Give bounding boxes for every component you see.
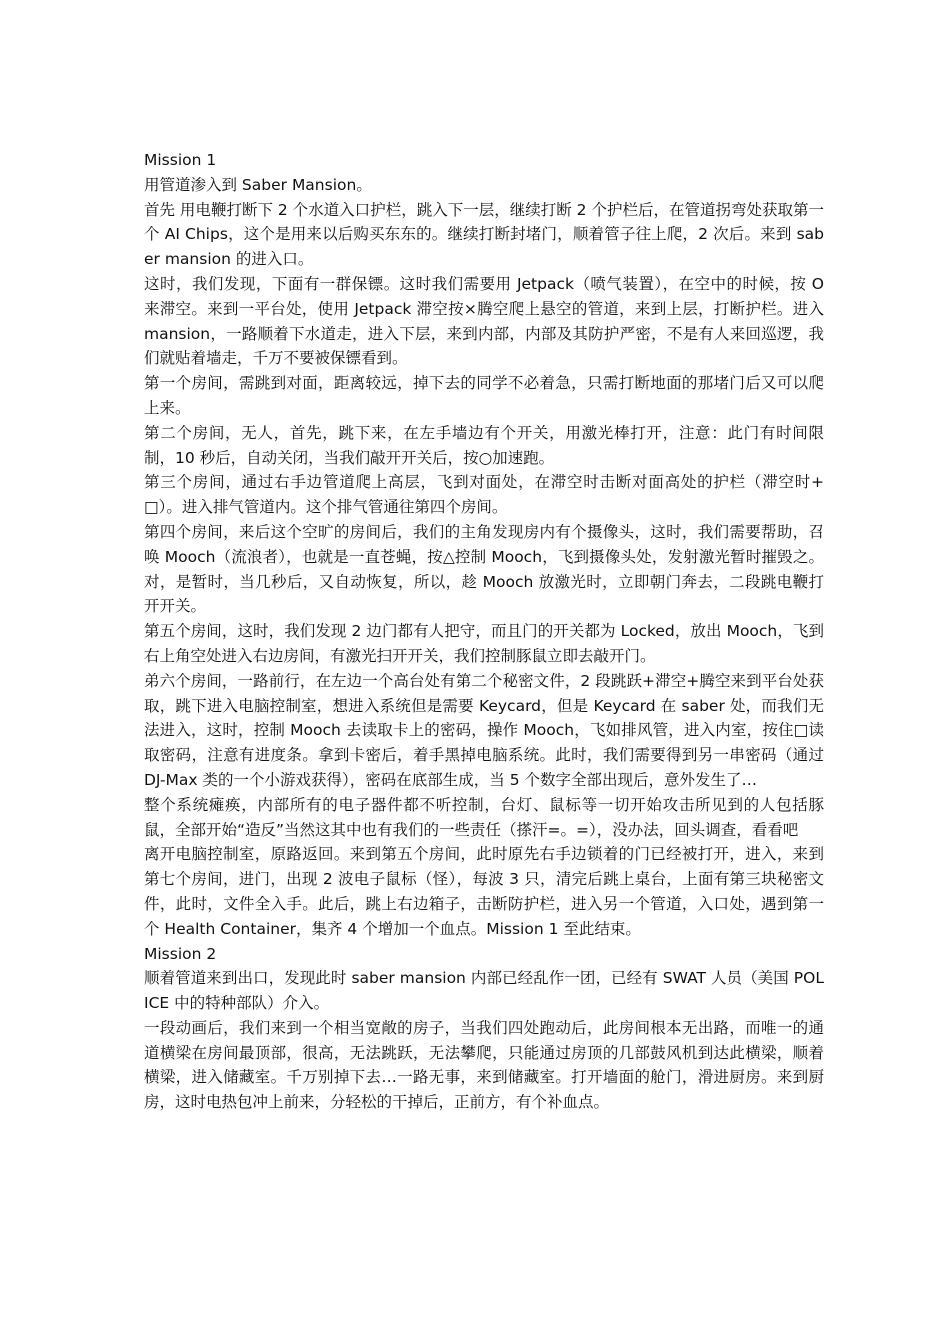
paragraph: 一段动画后，我们来到一个相当宽敞的房子，当我们四处跑动后，此房间根本无出路，而唯一的通道横梁在房间最顶部，很高，无法跳跃，无法攀爬，只能通过房顶的几部鼓风机到达此横梁，顺着横梁，进入储藏室。千万别掉下去…一路无事，来到储藏室。打开墙面的舱门，滑进厨房。来到厨房，这时电热包冲上前来，分轻松的干掉后，正前方，有个补血点。 [144, 1018, 824, 1112]
paragraph: 整个系统瘫痪，内部所有的电子器件都不听控制，台灯、鼠标等一切开始攻击所见到的人包括豚鼠，全部开始“造反”当然这其中也有我们的一些责任（搽汗=。=），没办法，回头调查，看看吧 [144, 795, 824, 839]
paragraph: 这时，我们发现，下面有一群保镖。这时我们需要用 Jetpack（喷气装置），在空中的时候，按 O 来滞空。来到一平台处，使用 Jetpack 滞空按×腾空爬上悬空的管道，来到上层，打断护栏。进入 mansion，一路顺着下水道走，进入下层，来到内部，内部及其防护严密，不是有人来回巡逻，我们就贴着墙走，千万不要被保镖看到。 [144, 274, 824, 368]
paragraph: 顺着管道来到出口，发现此时 saber mansion 内部已经乱作一团，已经有 SWAT 人员（美国 POLICE 中的特种部队）介入。 [144, 969, 824, 1013]
paragraph: 用管道渗入到 Saber Mansion。 [144, 175, 372, 194]
paragraph: 第三个房间，通过右手边管道爬上高层，飞到对面处，在滞空时击断对面高处的护栏（滞空时+□）。进入排气管道内。这个排气管通往第四个房间。 [144, 473, 824, 517]
paragraph: 离开电脑控制室，原路返回。来到第五个房间，此时原先右手边锁着的门已经被打开，进入，来到第七个房间，进门，出现 2 波电子鼠标（怪），每波 3 只，清完后跳上桌台，上面有第三块秘密文件，此时，文件全入手。此后，跳上右边箱子，击断防护栏，进入另一个管道，入口处，遇到第一个 Health Container，集齐 4 个增加一个血点。Mission 1 至此结束。 [144, 845, 824, 938]
mission-2-heading: Mission 2 [144, 944, 217, 963]
document-body [144, 148, 824, 1115]
paragraph: 第二个房间，无人，首先，跳下来，在左手墙边有个开关，用激光棒打开，注意：此门有时间限制，10 秒后，自动关闭，当我们敲开开关后，按○加速跑。 [144, 423, 824, 467]
paragraph: 第四个房间，来后这个空旷的房间后，我们的主角发现房内有个摄像头，这时，我们需要帮助，召唤 Mooch（流浪者），也就是一直苍蝇，按△控制 Mooch，飞到摄像头处，发射激光暂时摧毁之。对，是暂时，当几秒后，又自动恢复，所以，趁 Mooch 放激光时，立即朝门奔去，二段跳电鞭打开开关。 [144, 522, 824, 616]
paragraph: 首先 用电鞭打断下 2 个水道入口护栏，跳入下一层，继续打断 2 个护栏后，在管道拐弯处获取第一个 AI Chips，这个是用来以后购买东东的。继续打断封堵门，顺着管子往上爬，2 次后。来到 saber mansion 的进入口。 [144, 200, 824, 269]
paragraph: 弟六个房间，一路前行，在左边一个高台处有第二个秘密文件，2 段跳跃+滞空+腾空来到平台处获取，跳下进入电脑控制室，想进入系统但是需要 Keycard，但是 Keycard 在 saber 处，而我们无法进入，这时，控制 Mooch 去读取卡上的密码，操作 Mooch，飞如排风管，进入内室，按住□读取密码，注意有进度条。拿到卡密后，着手黑掉电脑系统。此时，我们需要得到另一串密码（通过 DJ-Max 类的一个小游戏获得），密码在底部生成，当 5 个数字全部出现后，意外发生了… [144, 671, 824, 789]
paragraph: 第五个房间，这时，我们发现 2 边门都有人把守，而且门的开关都为 Locked，放出 Mooch，飞到右上角空处进入右边房间，有激光扫开开关，我们控制豚鼠立即去敲开门。 [144, 622, 824, 665]
paragraph: 第一个房间，需跳到对面，距离较远，掉下去的同学不必着急，只需打断地面的那堵门后又可以爬上来。 [144, 374, 824, 417]
mission-1-heading: Mission 1 [144, 151, 217, 169]
